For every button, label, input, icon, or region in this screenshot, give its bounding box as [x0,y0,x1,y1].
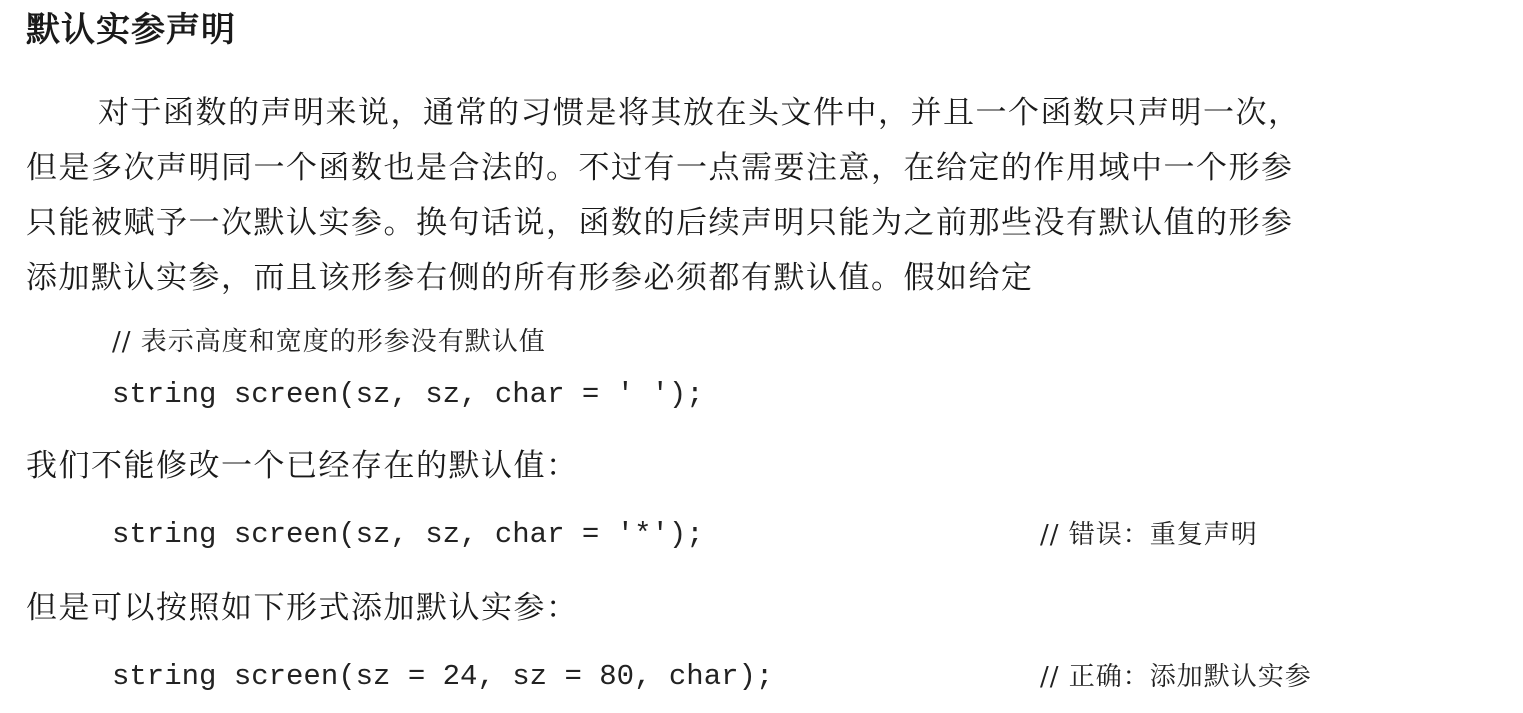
paragraph-line-text: 对于函数的声明来说，通常的习惯是将其放在头文件中，并且一个函数只声明一次， [98,95,1301,131]
section-heading: 默认实参声明 [26,10,236,50]
paragraph-line [26,86,1506,141]
code-comment-error: // 错误：重复声明 [1040,520,1258,550]
code-line-error-redeclaration: string screen(sz, sz, char = '*'); [112,518,704,551]
paragraph-line: 添加默认实参，而且该形参右侧的所有形参必须都有默认值。假如给定 [26,260,1034,296]
code-line-screen-declaration: string screen(sz, sz, char = ' '); [112,378,704,411]
body-text-can-add: 但是可以按照如下形式添加默认实参： [26,590,579,626]
code-comment-correct: // 正确：添加默认实参 [1040,662,1312,692]
paragraph-line: 但是多次声明同一个函数也是合法的。不过有一点需要注意，在给定的作用域中一个形参 [26,150,1294,186]
body-paragraph [26,86,1506,306]
code-line-add-defaults: string screen(sz = 24, sz = 80, char); [112,660,774,693]
body-text-cannot-modify: 我们不能修改一个已经存在的默认值： [26,448,579,484]
paragraph-line: 只能被赋予一次默认实参。换句话说，函数的后续声明只能为之前那些没有默认值的形参 [26,205,1294,241]
code-comment-line: // 表示高度和宽度的形参没有默认值 [112,327,546,357]
